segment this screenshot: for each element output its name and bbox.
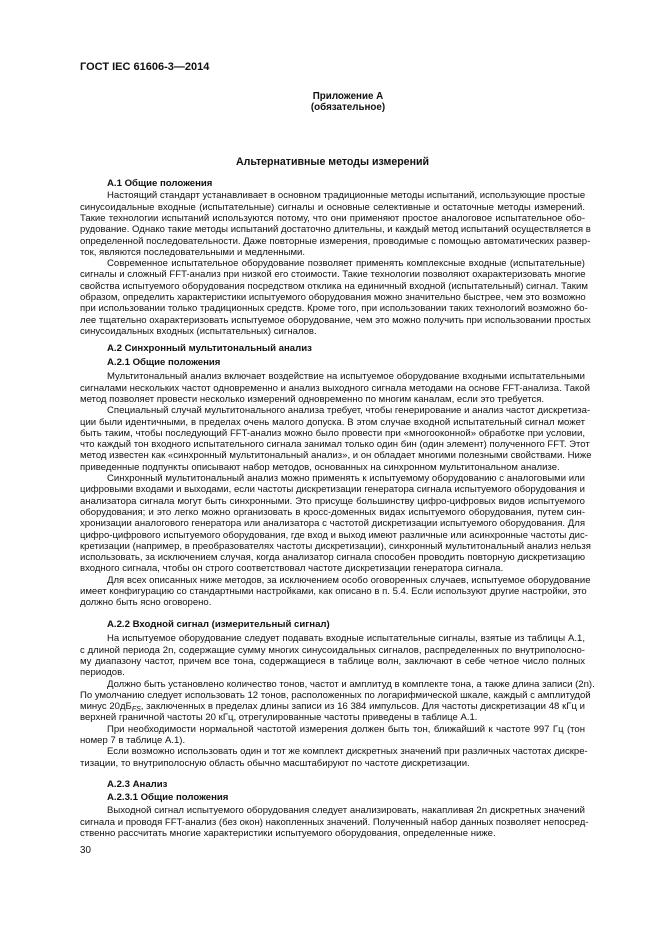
paragraph-line: рудование. Однако такие методы испытаний достаточно длительны, и каждый метод испытаний осуществляется в (80, 224, 591, 236)
paragraph-line: Такие технологии испытаний используются потому, что они применяют простое аналоговое испытательное обо- (80, 212, 585, 224)
paragraph-line: свойства испытуемого оборудования посредством отклика на единичный входной (испытательный) сигнал. Таким (80, 280, 588, 292)
paragraph-line: приведенные подпункты описывают набор методов, основанных на синхронном мультитональном анализе. (80, 461, 560, 473)
section-heading: А.2.3.1 Общие положения (107, 792, 229, 804)
paragraph-line: На испытуемое оборудование следует подавать входные испытательные сигналы, взятые из таблицы А.1, (107, 633, 585, 645)
paragraph-line: ток, являются последовательными и медленными. (80, 246, 306, 258)
section-heading: А.2.3 Анализ (107, 779, 168, 791)
appendix-label: Приложение А (312, 91, 384, 102)
paragraph-line: синусоидальных входных (испытательных) сигналов. (80, 325, 317, 337)
section-heading: А.2 Синхронный мультитональный анализ (107, 343, 312, 355)
paragraph-line: При необходимости нормальной частотой измерения должен быть тон, ближайший к частоте 997 Гц (тон (107, 723, 585, 735)
paragraph-line: сигналами нескольких частот одновременно и анализ выходного сигнала методами на основе FFT-анализа. Такой (80, 382, 590, 394)
paragraph-line: Должно быть установлено количество тонов, частот и амплитуд в комплекте тона, а также длина записи (2n). (107, 678, 595, 690)
paragraph-line: кретизации (например, в преобразователях частоты дискретизации), синхронный мультитональный анализ нельзя (80, 540, 591, 552)
paragraph-line: ции были идентичными, в пределах очень малого допуска. В этом случае входной испытательный сигнал может (80, 416, 585, 428)
paragraph-line: периодов. (80, 667, 125, 679)
subscript: FS (131, 706, 141, 714)
paragraph-line: метод позволяет провести несколько измерений одновременно по многим каналам, если это требуется. (80, 393, 545, 405)
paragraph-line: сигналы и сложный FFT-анализ при низкой его стоимости. Такие технологии позволяют охарактеризовать многие (80, 269, 586, 281)
paragraph-line: образом, определить характеристики испытуемого оборудования можно значительно быстрее, чем это возможно (80, 292, 586, 304)
paragraph-line: Выходной сигнал испытуемого оборудования следует анализировать, накапливая 2n дискретных значений (107, 805, 585, 817)
line-segment: минус 20дБ (80, 701, 132, 713)
appendix-status: (обязательное) (310, 102, 386, 113)
paragraph-line: синусоидальные входные (испытательные) сигналы и основные селективные и остаточные методы измерений. (80, 201, 585, 213)
appendix-title: Альтернативные методы измерений (235, 156, 429, 168)
paragraph-line: использовать, за исключением случая, когда анализатор сигнала способен проводить повторную дискретизацию (80, 552, 585, 564)
paragraph-line: метод известен как «синхронный мультитональный анализ», и он обладает многими полезными свойствами. Ниже (80, 450, 592, 462)
paragraph-line: цифро-цифрового испытуемого оборудования, где вход и выход имеют различные или асинхронные частоты дис- (80, 529, 588, 541)
section-heading: А.2.1 Общие положения (107, 357, 221, 369)
paragraph-line: По умолчанию следует использовать 12 тонов, расположенных по логарифмической шкале, каждый с амплитудой (80, 689, 591, 701)
paragraph-line: ственно рассчитать многие характеристики испытуемого оборудования, определенные ниже. (80, 827, 496, 839)
paragraph-line: что каждый тон входного испытательного сигнала занимал только один бин (один элемент) полученного FFT. Этот (80, 439, 590, 451)
paragraph-line: Специальный случай мультитонального анализа требует, чтобы генерирование и анализ частот дискретиза- (107, 405, 591, 417)
section-heading: А.2.2 Входной сигнал (измерительный сигнал) (107, 619, 330, 631)
paragraph-line: имеет конфигурацию со стандартными настройками, как описано в п. 5.4. Если используют другие настройки, это (80, 586, 587, 598)
paragraph-line: му диапазону частот, причем все тона, содержащиеся в таблице волн, заключают в себе четное число полных (80, 655, 585, 667)
paragraph-line: сигнала и проводя FFT-анализ (без окон) накопленных значений. Полученный набор данных позволяет непосред- (80, 816, 589, 828)
paragraph-line: при использовании только традиционных средств. Кроме того, при использовании таких технологий возможно бо- (80, 303, 588, 315)
paragraph-line: Настоящий стандарт устанавливает в основном традиционные методы испытаний, использующие простые (107, 190, 586, 202)
paragraph-line: Если возможно использовать один и тот же комплект дискретных значений при различных частотах дискре- (107, 746, 588, 758)
paragraph-line (80, 701, 585, 712)
paragraph-line: Для всех описанных ниже методов, за исключением особо оговоренных случаев, испытуемое оборудование (107, 574, 591, 586)
paragraph-line: Современное испытательное оборудование позволяет применять комплексные входные (испытательные) (107, 258, 585, 270)
paragraph-line: входного сигнала, чтобы он строго соответствовал частоте дискретизации генератора сигнала. (80, 563, 504, 575)
paragraph-line: цифровыми входами и выходами, если частоты дискретизации генератора сигнала испытуемого оборудования и (80, 484, 585, 496)
section-heading: А.1 Общие положения (107, 178, 213, 190)
paragraph-line: с длиной периода 2n, содержащие сумму многих синусоидальных сигналов, распределенных по внутриполосно- (80, 644, 585, 656)
line-segment: , заключенных в пределах длины записи из 16 384 импульсов. Для частоты дискретизации 48 кГц и (140, 701, 585, 713)
paragraph-line: должно быть ясно оговорено. (80, 597, 212, 609)
paragraph-line: определенной последовательности. Даже повторные измерения, проводимые с помощью автоматических развер- (80, 235, 591, 247)
standard-designation: ГОСТ IEC 61606-3—2014 (80, 61, 210, 73)
paragraph-line: лее тщательно охарактеризовать испытуемое оборудование, чем это можно получить при использовании простых (80, 314, 591, 326)
paragraph-line: Синхронный мультитональный анализ можно применять к испытуемому оборудованию с аналоговыми или (107, 473, 585, 485)
paragraph-line: хронизации аналогового генератора или анализатора с частотой дискретизации испытуемого оборудования. Для (80, 518, 585, 530)
paragraph-line: тизации, то внутриполосную область обычно масштабируют по частоте дискретизации. (80, 757, 470, 769)
page-number: 30 (80, 845, 91, 856)
paragraph-line: Мультитональный анализ включает воздействие на испытуемое оборудование входными испытательными (107, 371, 585, 383)
paragraph-line: быть таким, чтобы последующий FFT-анализ можно было провести при «многооконной» обработке при условии, (80, 427, 585, 439)
paragraph-line: верхней граничной частоты 20 кГц, отрегулированные частоты приведены в таблице А.1. (80, 712, 478, 724)
paragraph-line: номер 7 в таблице А.1). (80, 735, 186, 747)
paragraph-line: оборудования; и это легко можно организовать в кросс-доменных видах испытуемого оборудования, путем син- (80, 506, 585, 518)
paragraph-line: анализатора сигнала могут быть синхронными. Это присуще большинству цифро-цифровых видов испытуемого (80, 495, 585, 507)
